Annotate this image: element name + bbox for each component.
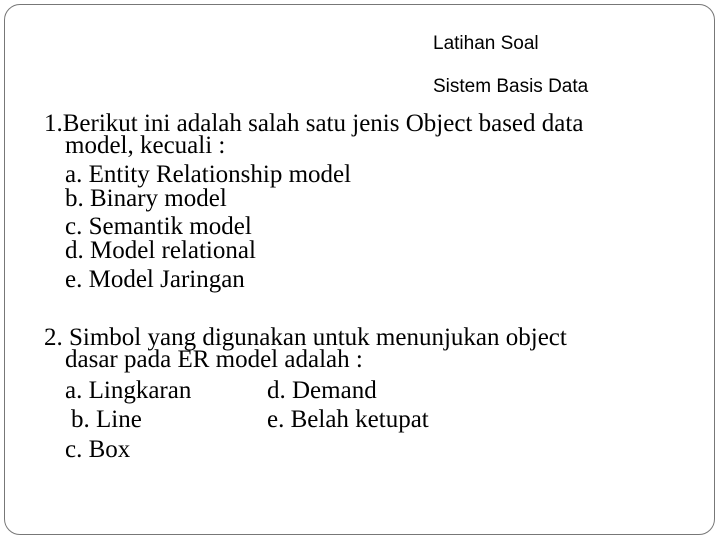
- question-1-option-c: c. Semantik model: [65, 213, 252, 240]
- question-2-option-b: b. Line: [71, 406, 142, 433]
- question-1-stem-line-1: 1.Berikut ini adalah salah satu jenis Object based data: [44, 110, 584, 137]
- question-1-stem-line-2: model, kecuali :: [65, 132, 226, 159]
- question-2-option-e: e. Belah ketupat: [267, 406, 429, 433]
- question-1-option-b: b. Binary model: [65, 185, 227, 212]
- question-2-option-a: a. Lingkaran: [65, 377, 192, 404]
- question-2-stem-line-2: dasar pada ER model adalah :: [65, 346, 363, 373]
- slide-subtitle: Sistem Basis Data: [433, 76, 589, 97]
- slide-title: Latihan Soal: [433, 33, 539, 54]
- question-1-option-d: d. Model relational: [65, 237, 256, 264]
- question-2-stem-line-1: 2. Simbol yang digunakan untuk menunjukan object: [44, 324, 567, 351]
- question-2-option-d: d. Demand: [267, 377, 377, 404]
- question-2-option-c: c. Box: [65, 436, 131, 463]
- question-1-option-e: e. Model Jaringan: [65, 266, 245, 293]
- question-1-option-a: a. Entity Relationship model: [65, 161, 352, 188]
